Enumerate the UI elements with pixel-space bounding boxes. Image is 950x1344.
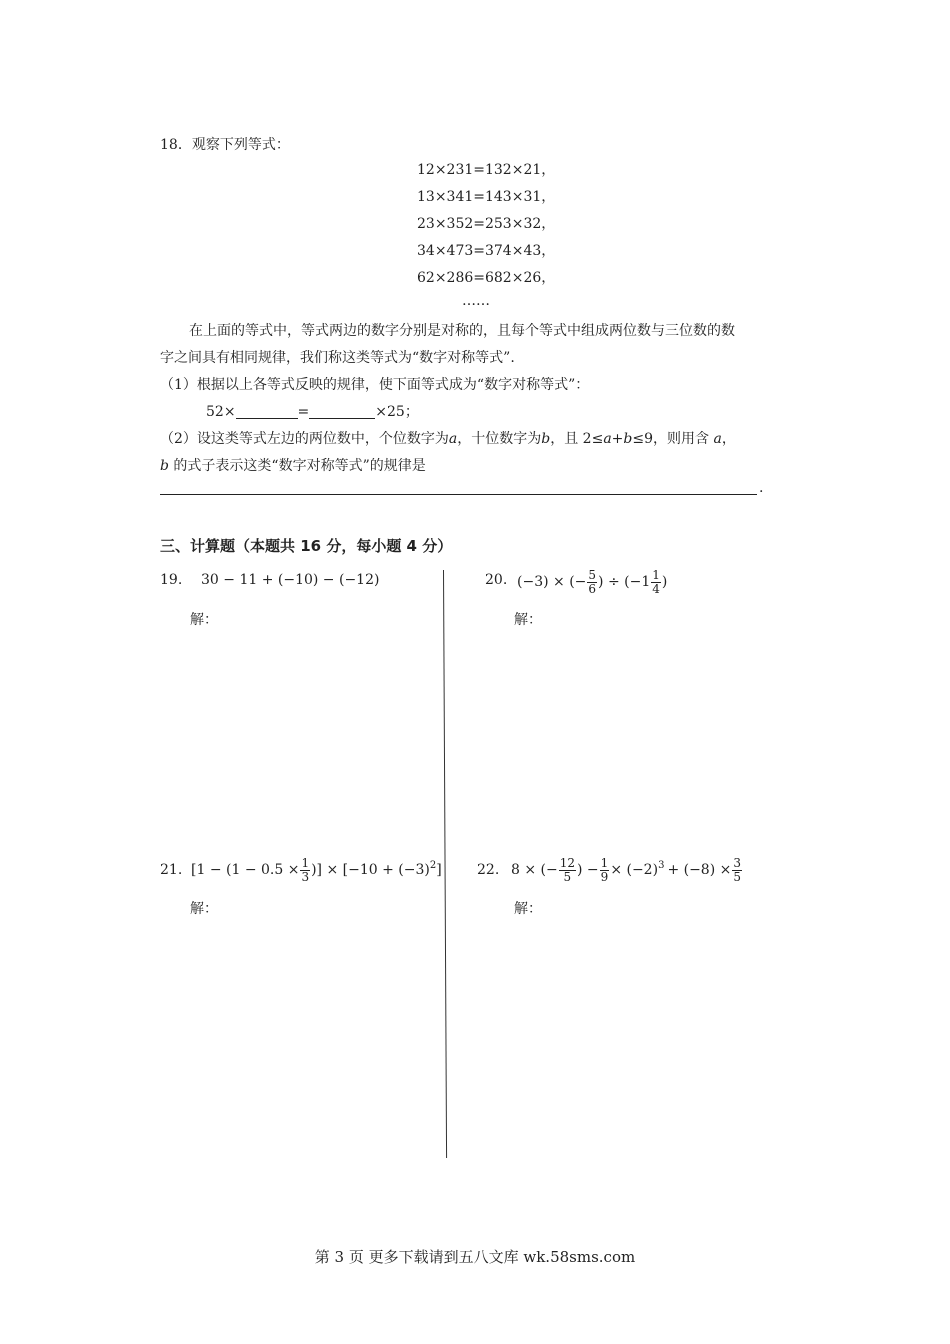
q18-part1: （1）根据以上各等式反映的规律，使下面等式成为“数字对称等式”： xyxy=(160,377,590,393)
fill-mid-text: = xyxy=(297,404,310,420)
q20-expression xyxy=(517,562,667,602)
end-period: . xyxy=(759,480,764,496)
page-footer: 第 3 页 更多下载请到五八文库 wk.58sms.com xyxy=(314,1248,636,1266)
fraction: $\frac{1}{3}$ xyxy=(301,855,310,884)
expr-part: ) xyxy=(661,574,668,590)
expr-part: + (−8) × xyxy=(667,862,732,878)
q22-expression xyxy=(511,850,743,890)
expr-part: × (−2) xyxy=(610,862,659,878)
expr-part: (−3) × (− xyxy=(517,574,587,590)
q18-equation: 12×231=132×21， xyxy=(417,162,556,178)
var-b: b xyxy=(160,458,169,474)
var-b: b xyxy=(541,431,551,447)
q21-answer-label: 解： xyxy=(190,901,218,917)
part2-text: ，且 2≤ xyxy=(550,431,604,447)
expr-part: ) − xyxy=(577,862,599,878)
fill-right-text: ×25； xyxy=(375,404,419,420)
q18-equation: 34×473=374×43， xyxy=(417,243,556,259)
q18-fill-equation xyxy=(206,401,419,421)
q18-part2-line2 xyxy=(160,455,426,475)
q18-equation: 62×286=682×26， xyxy=(417,270,556,286)
var-a-plus-b: a+b xyxy=(603,431,633,447)
q19-number: 19. xyxy=(160,572,183,588)
fraction: $\frac{1}{4}$ xyxy=(652,567,660,596)
q19-answer-label: 解： xyxy=(190,612,218,628)
section-title: 三、计算题（本题共 16 分，每小题 4 分） xyxy=(160,537,453,555)
part2-text: ，十位数字为 xyxy=(457,431,542,447)
part2-text: （2）设这类等式左边的两位数中，个位数字为 xyxy=(160,431,449,447)
var-a: a xyxy=(713,431,722,447)
fill-left-text: 52× xyxy=(206,404,236,420)
q18-equation: 23×352=253×32， xyxy=(417,216,556,232)
expr-part: ] xyxy=(436,862,442,878)
q20-answer-label: 解： xyxy=(514,612,542,628)
expr-part: )] × [−10 + (−3) xyxy=(311,862,430,878)
exponent: 3 xyxy=(658,859,665,871)
q22-answer-label: 解： xyxy=(514,901,542,917)
long-answer-line[interactable] xyxy=(160,494,757,495)
part2-text: ≤9，则用含 xyxy=(632,431,710,447)
answer-blank[interactable] xyxy=(309,404,375,419)
q22-number: 22. xyxy=(477,862,500,878)
q18-equation: 13×341=143×31， xyxy=(417,189,556,205)
q18-prompt: 18．观察下列等式： xyxy=(160,137,290,153)
q18-ellipsis: …… xyxy=(462,293,490,309)
var-a: a xyxy=(448,431,458,447)
q21-number: 21. xyxy=(160,862,183,878)
q18-paragraph-line2: 字之间具有相同规律，我们称这类等式为“数字对称等式”. xyxy=(160,350,515,366)
q19-expression: 30 − 11 + (−10) − (−12) xyxy=(201,572,380,588)
answer-blank[interactable] xyxy=(236,404,298,419)
column-divider xyxy=(443,570,447,1158)
expr-part: ) ÷ (−1 xyxy=(598,574,651,590)
part2-text: 的式子表示这类“数字对称等式”的规律是 xyxy=(173,458,426,474)
q18-part2-line1 xyxy=(160,428,736,448)
comma: ， xyxy=(721,431,736,447)
q18-paragraph-line1: 在上面的等式中，等式两边的数字分别是对称的，且每个等式中组成两位数与三位数的数 xyxy=(189,323,735,339)
expr-part: 8 × (− xyxy=(511,862,558,878)
expr-part: [1 − (1 − 0.5 × xyxy=(191,862,300,878)
fraction: $\frac{5}{6}$ xyxy=(588,567,597,596)
fraction: $\frac{12}{5}$ xyxy=(559,855,576,884)
exponent: 2 xyxy=(429,859,437,871)
q20-number: 20. xyxy=(485,572,508,588)
fraction: $\frac{1}{9}$ xyxy=(600,855,609,884)
q21-expression xyxy=(191,850,442,890)
fraction: $\frac{3}{5}$ xyxy=(733,855,742,884)
